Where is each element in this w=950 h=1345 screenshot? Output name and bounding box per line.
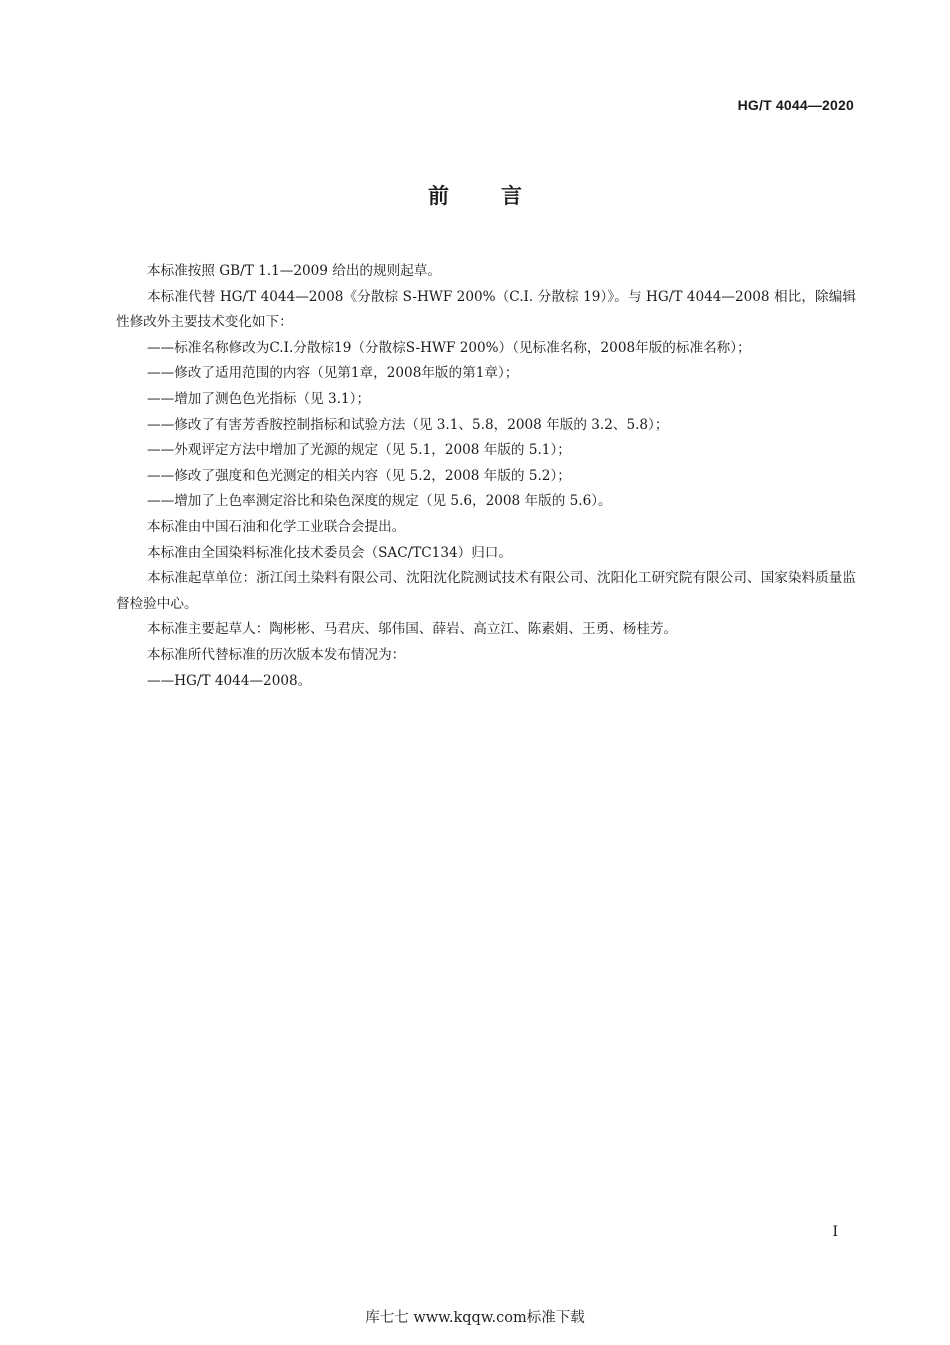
history-item: ——HG/T 4044—2008。 — [147, 672, 312, 689]
standard-code: HG/T 4044—2020 — [737, 97, 854, 113]
page-number: I — [832, 1224, 838, 1240]
page-title: 前言 — [428, 184, 574, 208]
foreword-body — [116, 259, 856, 694]
change-item: ——增加了测色色光指标（见 3.1）； — [147, 390, 371, 407]
paragraph-drafting-units: 本标准起草单位：浙江闰土染料有限公司、沈阳沈化院测试技术有限公司、沈阳化工研究院有限公司、国家染料质量监督检验中心。 — [116, 570, 856, 612]
change-item: ——修改了适用范围的内容（见第1章，2008年版的第1章）； — [147, 365, 519, 382]
change-item: ——修改了强度和色光测定的相关内容（见 5.2，2008 年版的 5.2）； — [147, 467, 571, 484]
paragraph-drafters: 本标准主要起草人：陶彬彬、马君庆、邬伟国、薛岩、高立江、陈素娟、王勇、杨桂芳。 — [147, 621, 678, 638]
change-item: ——增加了上色率测定浴比和染色深度的规定（见 5.6，2008 年版的 5.6）。 — [147, 493, 612, 510]
change-item: ——外观评定方法中增加了光源的规定（见 5.1，2008 年版的 5.1）； — [147, 442, 571, 459]
paragraph-history-intro: 本标准所代替标准的历次版本发布情况为： — [147, 646, 406, 663]
download-watermark: 库七七 www.kqqw.com标准下载 — [365, 1310, 585, 1326]
change-item: ——标准名称修改为C.I.分散棕19（分散棕S-HWF 200%）（见标准名称，2008年版的标准名称）； — [147, 339, 751, 356]
paragraph-proposed-by: 本标准由中国石油和化学工业联合会提出。 — [147, 518, 406, 535]
paragraph-replaces: 本标准代替 HG/T 4044—2008《分散棕 S-HWF 200%（C.I. 分散棕 19）》。与 HG/T 4044—2008 相比，除编辑性修改外主要技术变化如下： — [116, 288, 856, 331]
paragraph-centralized-by: 本标准由全国染料标准化技术委员会（SAC/TC134）归口。 — [147, 544, 512, 561]
change-item: ——修改了有害芳香胺控制指标和试验方法（见 3.1、5.8，2008 年版的 3.2、5.8）； — [147, 416, 669, 433]
paragraph-drafting-rules: 本标准按照 GB/T 1.1—2009 给出的规则起草。 — [147, 263, 441, 279]
